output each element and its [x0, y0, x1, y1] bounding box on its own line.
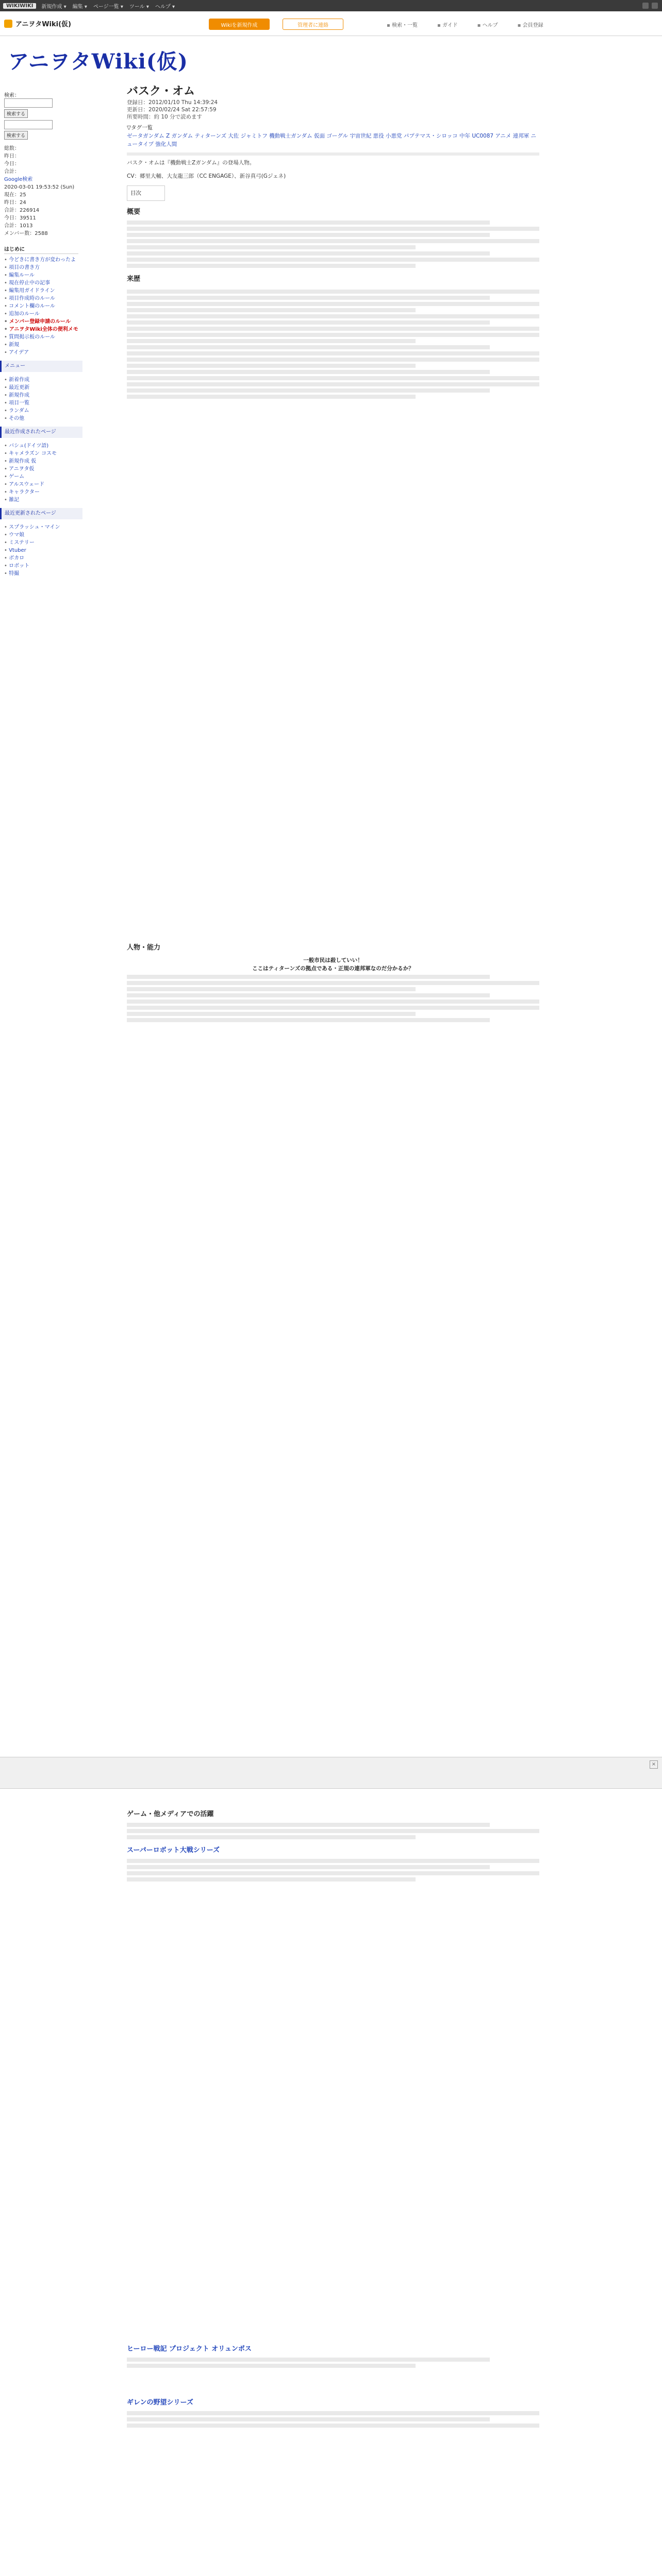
intro-line-2: CV：郷里大輔、大友龍三郎（CC ENGAGE）、新谷真弓(Gジェネ) — [127, 173, 286, 179]
section-overview-title: 概要 — [127, 208, 141, 216]
quote-1: 一般市民は殺していい！ — [303, 957, 363, 963]
search-input-2[interactable] — [4, 120, 53, 129]
text-line — [127, 1012, 416, 1016]
intro-line-1: バスク・オムは『機動戦士Zガンダム』の登場人物。 — [127, 160, 255, 166]
sidebar-section-new: 最近作成されたページ — [0, 427, 82, 438]
sidebar-item[interactable]: • 追加のルール — [4, 310, 82, 318]
search-button[interactable]: 検索する — [4, 109, 28, 118]
text-line — [127, 2411, 539, 2415]
text-line — [127, 296, 490, 300]
text-line — [127, 2417, 490, 2421]
sidebar-item-memo[interactable]: • アニヲタWiki全体の便利メモ — [4, 326, 82, 333]
sidebar-item[interactable]: • コメント欄のルール — [4, 302, 82, 310]
text-line — [127, 245, 416, 249]
text-line — [127, 233, 490, 237]
text-line — [127, 1871, 539, 1875]
menu-new[interactable]: 新規作成 ▾ — [41, 4, 67, 10]
text-line — [127, 333, 539, 337]
sidebar-section-menu: メニュー — [0, 361, 82, 372]
text-line — [127, 1835, 416, 1839]
sidebar-item[interactable]: • その他 — [4, 415, 82, 422]
text-line — [127, 388, 490, 393]
text-line — [127, 264, 416, 268]
stat-line: 昨日： — [4, 154, 20, 159]
wikiwiki-logo[interactable]: WIKIWIKI — [3, 3, 36, 9]
text-line — [127, 302, 539, 306]
section-ability-title: 人物・能力 — [127, 944, 161, 952]
ability-body — [127, 973, 539, 1694]
sidebar-item[interactable]: • アイデア — [4, 349, 82, 357]
text-line — [127, 358, 539, 362]
site-title: アニヲタWiki(仮) — [15, 21, 71, 28]
sidebar-item[interactable]: • バシュ(ドイツ語) — [4, 442, 82, 450]
text-line — [127, 376, 539, 380]
search-input[interactable] — [4, 98, 53, 108]
stat-line: 今日： — [4, 161, 20, 167]
text-line — [127, 987, 416, 991]
header-nav — [387, 21, 543, 28]
ad-close-button[interactable]: × — [650, 1760, 658, 1769]
section-history-title: 来歴 — [127, 275, 141, 283]
search-label: 検索： — [4, 93, 20, 98]
sidebar-search — [4, 91, 78, 140]
text-line — [127, 1823, 490, 1827]
text-line — [127, 364, 416, 368]
notification-icon[interactable] — [642, 3, 649, 9]
header-nav-help[interactable]: ▪ ヘルプ — [477, 21, 498, 28]
sidebar-stats — [4, 145, 78, 238]
text-line — [127, 239, 539, 243]
stat-line: 総数： — [4, 146, 20, 151]
menu-help[interactable]: ヘルプ ▾ — [155, 4, 175, 10]
text-line — [127, 1018, 490, 1022]
text-line — [127, 1877, 416, 1882]
sidebar-item[interactable]: • 最近更新 — [4, 384, 82, 392]
sidebar-item[interactable]: • ゲーム — [4, 473, 82, 481]
sidebar-item[interactable]: • ミステリー — [4, 539, 82, 547]
stat-line: 合計： — [4, 169, 20, 175]
menu-tools[interactable]: ツール ▾ — [129, 4, 149, 10]
sidebar-item[interactable]: • 新規 — [4, 341, 82, 349]
google-search-link[interactable]: Google検索 — [4, 177, 33, 182]
sidebar-new-list — [4, 442, 82, 504]
sidebar-item[interactable]: • 新規作成 — [4, 392, 82, 399]
sidebar-item[interactable]: • キャメラズン コスモ — [4, 450, 82, 457]
sidebar-item[interactable]: • 項目一覧 — [4, 399, 82, 407]
sidebar-section-updated: 最近更新されたページ — [0, 508, 82, 519]
header-nav-register[interactable]: ▪ 会員登録 — [518, 21, 543, 28]
text-line — [127, 314, 539, 318]
history-body — [127, 287, 539, 937]
toc[interactable] — [127, 185, 165, 201]
sidebar-intro-list — [4, 256, 82, 357]
sidebar-item[interactable]: • アニヲタ仮 — [4, 465, 82, 473]
sidebar-item[interactable]: • アルスウェード — [4, 481, 82, 488]
stat-line: メンバー数：2588 — [4, 231, 48, 236]
text-line — [127, 351, 539, 355]
text-line — [127, 308, 416, 312]
text-line — [127, 320, 490, 325]
sidebar-item[interactable]: • ランダム — [4, 407, 82, 415]
text-line — [127, 327, 539, 331]
sidebar-menu-list — [4, 376, 82, 422]
text-line — [127, 1865, 490, 1869]
ad-overlay — [0, 1757, 662, 1789]
sidebar-item[interactable]: • 雑記 — [4, 496, 82, 504]
text-line — [127, 290, 539, 294]
divider — [127, 152, 539, 156]
sidebar-item[interactable]: • 編集ルール — [4, 272, 82, 279]
section-srw-title: スーパーロボット大戦シリーズ — [127, 1846, 220, 1854]
text-line — [127, 993, 490, 997]
text-line — [127, 251, 490, 256]
site-brand[interactable] — [4, 19, 71, 28]
tag-list[interactable]: ゼータガンダム Z ガンダム ティターンズ 大佐 ジャミトフ 機動戦士ガンダム 仮面 ゴーグル 宇宙世紀 悪役 小悪党 パプテマス・シロッコ 中年 UC0087 アニメ 連邦軍 ニュータイプ 強化人間 — [127, 133, 537, 147]
sidebar-item[interactable]: • 特撮 — [4, 570, 82, 578]
header-nav-guide[interactable]: ▪ ガイド — [437, 21, 458, 28]
sidebar-item[interactable]: • スプラッシュ・マイン — [4, 523, 82, 531]
toc-label[interactable]: 目次 — [130, 190, 141, 196]
user-icon[interactable] — [652, 3, 658, 9]
text-line — [127, 227, 539, 231]
text-line — [127, 2424, 539, 2428]
page-title: バスク・オム — [127, 85, 195, 98]
sidebar-item[interactable]: • Vtuber — [4, 547, 82, 554]
stat-line: 合計：1013 — [4, 223, 33, 229]
text-line — [127, 981, 539, 985]
sidebar-item[interactable]: • 質問掲示板のルール — [4, 333, 82, 341]
search-button-2[interactable]: 検索する — [4, 131, 28, 140]
sidebar-item[interactable]: • 項目作成時のルール — [4, 295, 82, 302]
stat-line: 昨日：24 — [4, 200, 26, 206]
text-line — [127, 370, 490, 374]
stat-line: 2020-03-01 19:53:52 (Sun) — [4, 184, 75, 190]
sidebar-item[interactable]: • ウマ娘 — [4, 531, 82, 539]
create-wiki-button[interactable]: Wikiを新規作成 — [209, 19, 270, 30]
sidebar-item[interactable]: • 項目の書き方 — [4, 264, 82, 272]
tags-label[interactable]: ▽タグ一覧 — [127, 125, 153, 131]
meta-updated: 更新日：2020/02/24 Sat 22:57:59 — [127, 107, 217, 113]
overview-body — [127, 221, 539, 268]
text-line — [127, 999, 539, 1004]
top-right-icons — [642, 3, 658, 9]
top-menu — [41, 2, 175, 10]
text-line — [127, 345, 490, 349]
text-line — [127, 395, 416, 399]
sidebar — [0, 88, 82, 578]
sidebar-item[interactable]: • ボカロ — [4, 554, 82, 562]
text-line — [127, 2358, 490, 2362]
sidebar-item[interactable]: • 現在停止中の記事 — [4, 279, 82, 287]
sidebar-item-member-rule[interactable]: • メンバー登録申請のルール — [4, 318, 82, 326]
text-line — [127, 1829, 539, 1833]
quote-2: ここはティターンズの拠点である・正規の連邦軍なのだ分かるか？ — [252, 965, 414, 972]
sidebar-item[interactable]: • ロボット — [4, 562, 82, 570]
contact-admin-button[interactable]: 管理者に連絡 — [283, 19, 343, 30]
text-line — [127, 382, 539, 386]
sidebar-updated-list — [4, 523, 82, 578]
sidebar-item[interactable]: • キャラクター — [4, 488, 82, 496]
stat-line: 今日：39511 — [4, 215, 36, 221]
sidebar-item[interactable]: • 新着作成 — [4, 376, 82, 384]
section-gihren-title: ギレンの野望シリーズ — [127, 2399, 193, 2406]
page-meta — [127, 99, 539, 121]
main-content — [127, 85, 539, 1694]
text-line — [127, 975, 490, 979]
menu-edit[interactable]: 編集 ▾ — [72, 4, 87, 10]
text-line — [127, 2364, 416, 2368]
sidebar-item[interactable]: • 新規作成 仮 — [4, 457, 82, 465]
site-favicon-icon — [4, 20, 12, 28]
meta-created: 登録日：2012/01/10 Thu 14:39:24 — [127, 99, 218, 106]
meta-readtime: 所要時間：約 10 分で読めます — [127, 114, 203, 120]
wiki-banner — [0, 36, 662, 83]
text-line — [127, 221, 490, 225]
menu-pagelist[interactable]: ページ一覧 ▾ — [93, 4, 123, 10]
text-line — [127, 1006, 539, 1010]
sidebar-item[interactable]: • 今どきに書き方が変わったよ — [4, 256, 82, 264]
text-line — [127, 1859, 539, 1863]
top-navbar — [0, 0, 662, 11]
text-line — [127, 258, 539, 262]
main-content-lower — [127, 1803, 539, 2576]
header-nav-search[interactable]: ▪ 検索・一覧 — [387, 21, 418, 28]
text-line — [127, 339, 416, 343]
stat-line: 現在：25 — [4, 192, 26, 198]
sidebar-item[interactable]: • 編集用ガイドライン — [4, 287, 82, 295]
sidebar-section-intro: はじめに — [4, 245, 78, 254]
site-header — [0, 11, 662, 36]
wiki-banner-title[interactable]: アニヲタWiki(仮) — [8, 49, 188, 74]
stat-line: 合計：226914 — [4, 208, 40, 213]
section-hero-title: ヒーロー戦記 プロジェクト オリュンポス — [127, 2345, 252, 2353]
section-games-title: ゲーム・他メディアでの活躍 — [127, 1810, 214, 1818]
